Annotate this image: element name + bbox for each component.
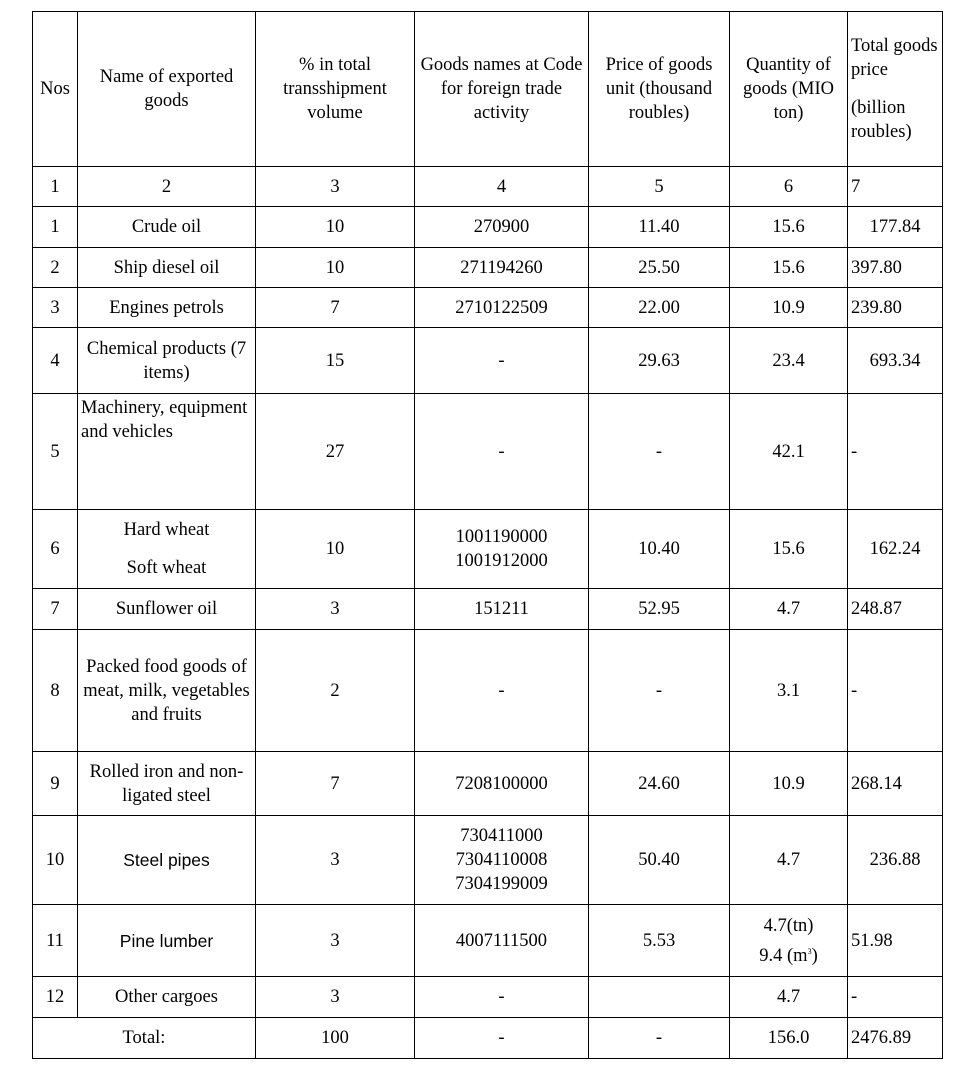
- cell-quantity: 15.6: [730, 207, 848, 248]
- header-code: Goods names at Code for foreign trade activity: [415, 12, 589, 167]
- cell-total: 236.88: [848, 816, 943, 905]
- table-row: [33, 394, 943, 510]
- table-row: [33, 288, 943, 328]
- table-row: [33, 630, 943, 752]
- cell-code: -: [415, 977, 589, 1018]
- cell-quantity-close: ): [811, 945, 818, 966]
- cell-total: 162.24: [848, 510, 943, 589]
- totals-total: 2476.89: [848, 1018, 943, 1059]
- cell-nos: 5: [33, 394, 78, 510]
- totals-label: Total:: [33, 1018, 256, 1059]
- cell-total: 177.84: [848, 207, 943, 248]
- cell-code: -: [415, 328, 589, 394]
- table-row: [33, 510, 943, 589]
- cell-total: -: [848, 977, 943, 1018]
- col-number: 7: [848, 167, 943, 207]
- cell-percent: 7: [256, 288, 415, 328]
- cell-quantity: 42.1: [730, 394, 848, 510]
- cell-nos: 10: [33, 816, 78, 905]
- col-number: 5: [589, 167, 730, 207]
- cell-code: 2710122509: [415, 288, 589, 328]
- cell-name: [78, 510, 256, 589]
- cell-quantity: 4.7: [730, 977, 848, 1018]
- cell-code: -: [415, 394, 589, 510]
- table-row: [33, 589, 943, 630]
- header-quantity: Quantity of goods (MIO ton): [730, 12, 848, 167]
- cell-quantity: 4.7: [730, 816, 848, 905]
- cell-total: 51.98: [848, 905, 943, 977]
- cell-code: 270900: [415, 207, 589, 248]
- cell-nos: 9: [33, 752, 78, 816]
- cell-nos: 7: [33, 589, 78, 630]
- table-row: [33, 752, 943, 816]
- cubic-unit-superscript: 3: [807, 946, 812, 956]
- cell-code: 1001190000 1001912000: [415, 510, 589, 589]
- cell-name: Other cargoes: [78, 977, 256, 1018]
- cell-name: Rolled iron and non-ligated steel: [78, 752, 256, 816]
- cell-quantity-value: 9.4 (m: [759, 945, 808, 966]
- header-total-line1: Total goods price: [851, 36, 938, 80]
- cell-price: 22.00: [589, 288, 730, 328]
- cell-price: -: [589, 394, 730, 510]
- cell-quantity: 15.6: [730, 510, 848, 589]
- cell-quantity: 15.6: [730, 248, 848, 288]
- cell-price: 25.50: [589, 248, 730, 288]
- cell-total: 248.87: [848, 589, 943, 630]
- cell-quantity: [730, 905, 848, 977]
- cell-price: 10.40: [589, 510, 730, 589]
- totals-code: -: [415, 1018, 589, 1059]
- cell-nos: 3: [33, 288, 78, 328]
- cell-nos: 6: [33, 510, 78, 589]
- cell-name: Pine lumber: [78, 905, 256, 977]
- cell-name: Packed food goods of meat, milk, vegetables and fruits: [78, 630, 256, 752]
- cell-percent: 3: [256, 977, 415, 1018]
- cell-name: Crude oil: [78, 207, 256, 248]
- cell-price: [589, 977, 730, 1018]
- cell-nos: 12: [33, 977, 78, 1018]
- col-number: 4: [415, 167, 589, 207]
- cell-code: 7208100000: [415, 752, 589, 816]
- cell-code: 4007111500: [415, 905, 589, 977]
- cell-nos: 1: [33, 207, 78, 248]
- header-nos: Nos: [33, 12, 78, 167]
- cell-price: 29.63: [589, 328, 730, 394]
- cell-name-line: Soft wheat: [126, 558, 207, 578]
- cell-name: Engines petrols: [78, 288, 256, 328]
- cell-quantity-line: [733, 944, 844, 968]
- cell-quantity-line: 4.7(tn): [763, 915, 814, 936]
- cell-percent: 2: [256, 630, 415, 752]
- column-number-row: [33, 167, 943, 207]
- table-row: [33, 248, 943, 288]
- cell-percent: 10: [256, 207, 415, 248]
- cell-name-line: Hard wheat: [123, 520, 210, 540]
- cell-percent: 10: [256, 248, 415, 288]
- cell-quantity: 10.9: [730, 288, 848, 328]
- table-row: [33, 905, 943, 977]
- cell-total: -: [848, 630, 943, 752]
- cell-quantity: 10.9: [730, 752, 848, 816]
- cell-total: 239.80: [848, 288, 943, 328]
- cell-code: 151211: [415, 589, 589, 630]
- totals-row: [33, 1018, 943, 1059]
- cell-percent: 10: [256, 510, 415, 589]
- cell-quantity: 3.1: [730, 630, 848, 752]
- cell-name: Steel pipes: [78, 816, 256, 905]
- cell-total: 397.80: [848, 248, 943, 288]
- table-row: [33, 977, 943, 1018]
- cell-code: 271194260: [415, 248, 589, 288]
- cell-price: 5.53: [589, 905, 730, 977]
- cell-price: -: [589, 630, 730, 752]
- col-number: 6: [730, 167, 848, 207]
- cell-name: Machinery, equipment and vehicles: [78, 394, 256, 510]
- cell-percent: 3: [256, 905, 415, 977]
- cell-nos: 8: [33, 630, 78, 752]
- exported-goods-table: [32, 11, 943, 1059]
- cell-code: -: [415, 630, 589, 752]
- cell-nos: 4: [33, 328, 78, 394]
- cell-quantity: 23.4: [730, 328, 848, 394]
- cell-price: 11.40: [589, 207, 730, 248]
- cell-percent: 3: [256, 816, 415, 905]
- table-row: [33, 328, 943, 394]
- totals-percent: 100: [256, 1018, 415, 1059]
- cell-nos: 2: [33, 248, 78, 288]
- cell-name: Sunflower oil: [78, 589, 256, 630]
- header-name: Name of exported goods: [78, 12, 256, 167]
- cell-code: 730411000 7304110008 7304199009: [415, 816, 589, 905]
- table-row: [33, 207, 943, 248]
- totals-quantity: 156.0: [730, 1018, 848, 1059]
- cell-price: 52.95: [589, 589, 730, 630]
- col-number: 1: [33, 167, 78, 207]
- header-total-line2: (billion roubles): [851, 98, 912, 142]
- cell-nos: 11: [33, 905, 78, 977]
- cell-percent: 7: [256, 752, 415, 816]
- cell-percent: 3: [256, 589, 415, 630]
- cell-total: 693.34: [848, 328, 943, 394]
- header-price: Price of goods unit (thousand roubles): [589, 12, 730, 167]
- cell-total: -: [848, 394, 943, 510]
- totals-price: -: [589, 1018, 730, 1059]
- cell-percent: 27: [256, 394, 415, 510]
- cell-price: 50.40: [589, 816, 730, 905]
- cell-percent: 15: [256, 328, 415, 394]
- cell-name: Ship diesel oil: [78, 248, 256, 288]
- table-row: [33, 816, 943, 905]
- col-number: 3: [256, 167, 415, 207]
- header-total: [848, 12, 943, 167]
- header-row: [33, 12, 943, 167]
- cell-quantity: 4.7: [730, 589, 848, 630]
- cell-total: 268.14: [848, 752, 943, 816]
- cell-name: Chemical products (7 items): [78, 328, 256, 394]
- col-number: 2: [78, 167, 256, 207]
- cell-price: 24.60: [589, 752, 730, 816]
- header-percent: % in total transshipment volume: [256, 12, 415, 167]
